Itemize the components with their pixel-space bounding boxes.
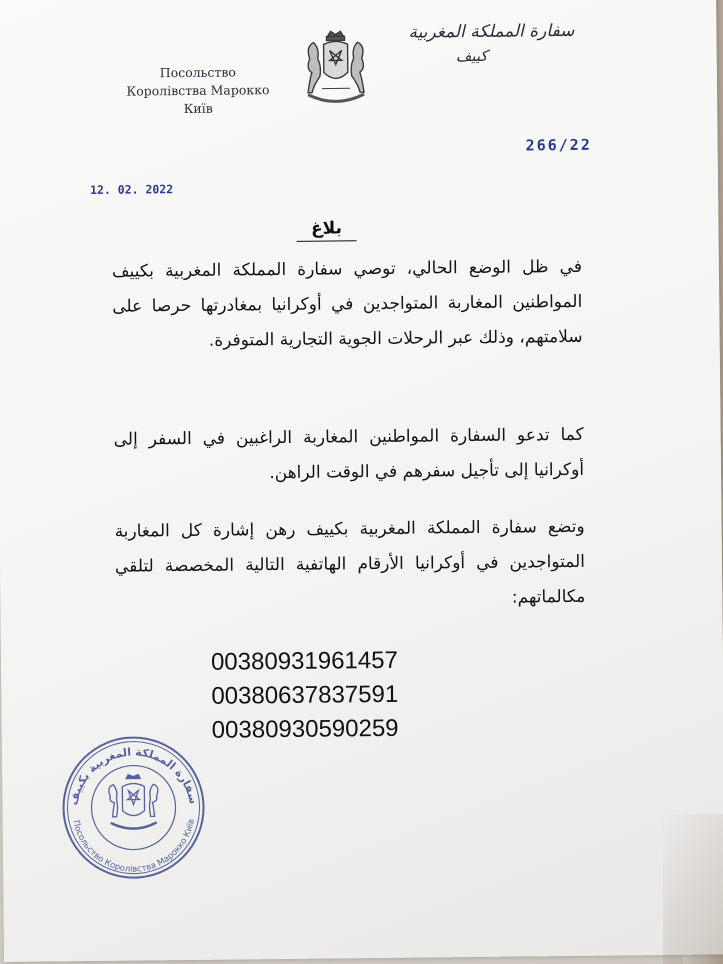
header-ua-line: Київ bbox=[183, 100, 213, 117]
embassy-seal-stamp bbox=[58, 732, 210, 884]
phone-number: 00380930590259 bbox=[211, 714, 399, 744]
paragraph-2: كما تدعو السفارة المواطنين المغاربة الراغبين في السفر إلى أوكرانيا إلى تأجيل سفرهم في الوقت الراهن. bbox=[113, 424, 585, 484]
seal-ukrainian-text: Посольство Королівства Марокко Київ bbox=[70, 818, 197, 875]
header-ar-line1: سفارة المملكة المغربية bbox=[408, 20, 575, 43]
embassy-header-ukrainian bbox=[123, 63, 274, 119]
paragraph-1: في ظل الوضع الحالي، توصي سفارة المملكة المغربية بكييف المواطنين المغاربة المتواجدين في أوكرانيا بمغادرتها حرصا على سلامتهم، وذلك عبر الرحلات الجوية التجارية المتوفرة. bbox=[111, 256, 583, 351]
header-ar-line2: كييف bbox=[455, 46, 488, 66]
moroccan-coat-of-arms-icon bbox=[299, 28, 372, 111]
phone-number-list bbox=[211, 644, 399, 748]
paper-shadow bbox=[663, 814, 723, 964]
embassy-header-arabic bbox=[386, 18, 596, 68]
phone-number: 00380931961457 bbox=[210, 646, 399, 676]
reference-number-stamp: 266/22 bbox=[525, 135, 592, 155]
phone-number: 00380637837591 bbox=[211, 680, 399, 710]
document-title: بلاغ bbox=[296, 218, 356, 242]
paragraph-3: وتضع سفارة المملكة المغربية بكييف رهن إشارة كل المغاربة المتواجدين في أوكرانيا الأرقام الهاتفية التالية المخصصة لتلقي مكالماتهم: bbox=[114, 516, 586, 608]
seal-arabic-text: سفارة المملكة المغربية بكييف bbox=[66, 745, 200, 807]
header-ua-line: Королівства Марокко bbox=[126, 82, 270, 99]
date-stamp: 12. 02. 2022 bbox=[89, 182, 174, 198]
svg-text:Посольство Королівства Марокко bbox=[70, 818, 197, 875]
header-ua-line: Посольство bbox=[159, 64, 237, 81]
